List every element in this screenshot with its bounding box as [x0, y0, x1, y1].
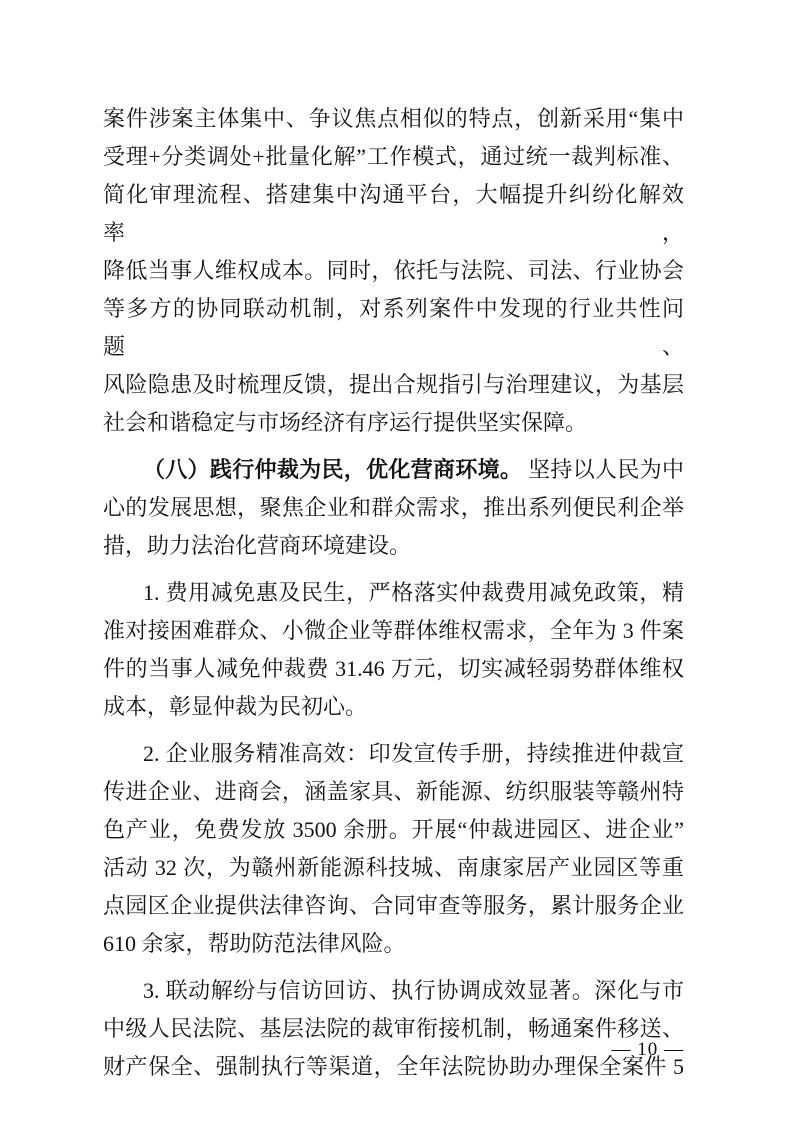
- text-line: [103, 489, 684, 527]
- text-line: [103, 176, 684, 252]
- text-run: 财产保全、强制执行等渠道，全年法院协助办理保全案件 5: [103, 1054, 684, 1079]
- paragraph: [103, 100, 684, 442]
- text-run: 心的发展思想，聚焦企业和群众需求，推出系列便民利企举: [103, 495, 684, 520]
- text-line: [103, 100, 684, 138]
- text-line: [103, 404, 684, 442]
- text-line: [103, 138, 684, 176]
- text-run: 1. 费用减免惠及民生，严格落实仲裁费用减免政策，精: [143, 580, 684, 605]
- text-run: 措，助力法治化营商环境建设。: [103, 533, 412, 558]
- text-run: 坚持以人民为中: [528, 457, 684, 482]
- text-run: （八）践行仲裁为民，优化营商环境。: [143, 457, 523, 482]
- text-line: [103, 811, 684, 849]
- text-line: [103, 650, 684, 688]
- paragraph: [103, 451, 684, 565]
- text-run: 社会和谐稳定与市场经济有序运行提供坚实保障。: [103, 410, 588, 435]
- text-run: 点园区企业提供法律咨询、合同审查等服务，累计服务企业: [103, 893, 684, 918]
- text-run: 案件涉案主体集中、争议焦点相似的特点，创新采用“集中: [103, 106, 684, 131]
- text-run: 色产业，免费发放 3500 余册。开展“仲裁进园区、进企业”: [103, 817, 684, 842]
- text-run: 件的当事人减免仲裁费 31.46 万元，切实减轻弱势群体维权: [103, 656, 684, 681]
- text-line: [103, 925, 684, 963]
- page-number: — 10 —: [611, 1039, 684, 1060]
- text-line: [103, 527, 684, 565]
- text-run: 中级人民法院、基层法院的裁审衔接机制，畅通案件移送、: [103, 1016, 684, 1041]
- text-line: [103, 290, 684, 366]
- text-run: 降低当事人维权成本。同时，依托与法院、司法、行业协会: [103, 258, 684, 283]
- text-line: [103, 366, 684, 404]
- text-run: 610 余家，帮助防范法律风险。: [103, 931, 406, 956]
- text-run: 活动 32 次，为赣州新能源科技城、南康家居产业园区等重: [103, 855, 684, 880]
- text-line: [103, 887, 684, 925]
- text-line: [103, 972, 684, 1010]
- text-run: 简化审理流程、搭建集中沟通平台，大幅提升纠纷化解效率，: [103, 182, 684, 245]
- text-line: [103, 451, 684, 489]
- text-run: 受理+分类调处+批量化解”工作模式，通过统一裁判标准、: [103, 144, 684, 169]
- paragraph: [103, 972, 684, 1086]
- paragraph: [103, 574, 684, 726]
- text-line: [103, 1048, 684, 1086]
- text-line: [103, 773, 684, 811]
- text-run: 传进企业、进商会，涵盖家具、新能源、纺织服装等赣州特: [103, 779, 684, 804]
- text-run: 成本，彰显仲裁为民初心。: [103, 694, 368, 719]
- text-line: [103, 252, 684, 290]
- document-body: [103, 100, 684, 1095]
- text-run: 风险隐患及时梳理反馈，提出合规指引与治理建议，为基层: [103, 372, 684, 397]
- text-line: [103, 735, 684, 773]
- text-line: [103, 688, 684, 726]
- text-line: [103, 574, 684, 612]
- text-run: 等多方的协同联动机制，对系列案件中发现的行业共性问题、: [103, 296, 684, 359]
- text-run: 准对接困难群众、小微企业等群体维权需求，全年为 3 件案: [103, 618, 684, 643]
- text-line: [103, 1010, 684, 1048]
- paragraph: [103, 735, 684, 963]
- text-run: 3. 联动解纷与信访回访、执行协调成效显著。深化与市: [143, 978, 684, 1003]
- text-line: [103, 849, 684, 887]
- text-line: [103, 612, 684, 650]
- text-run: 2. 企业服务精准高效：印发宣传手册，持续推进仲裁宣: [143, 741, 684, 766]
